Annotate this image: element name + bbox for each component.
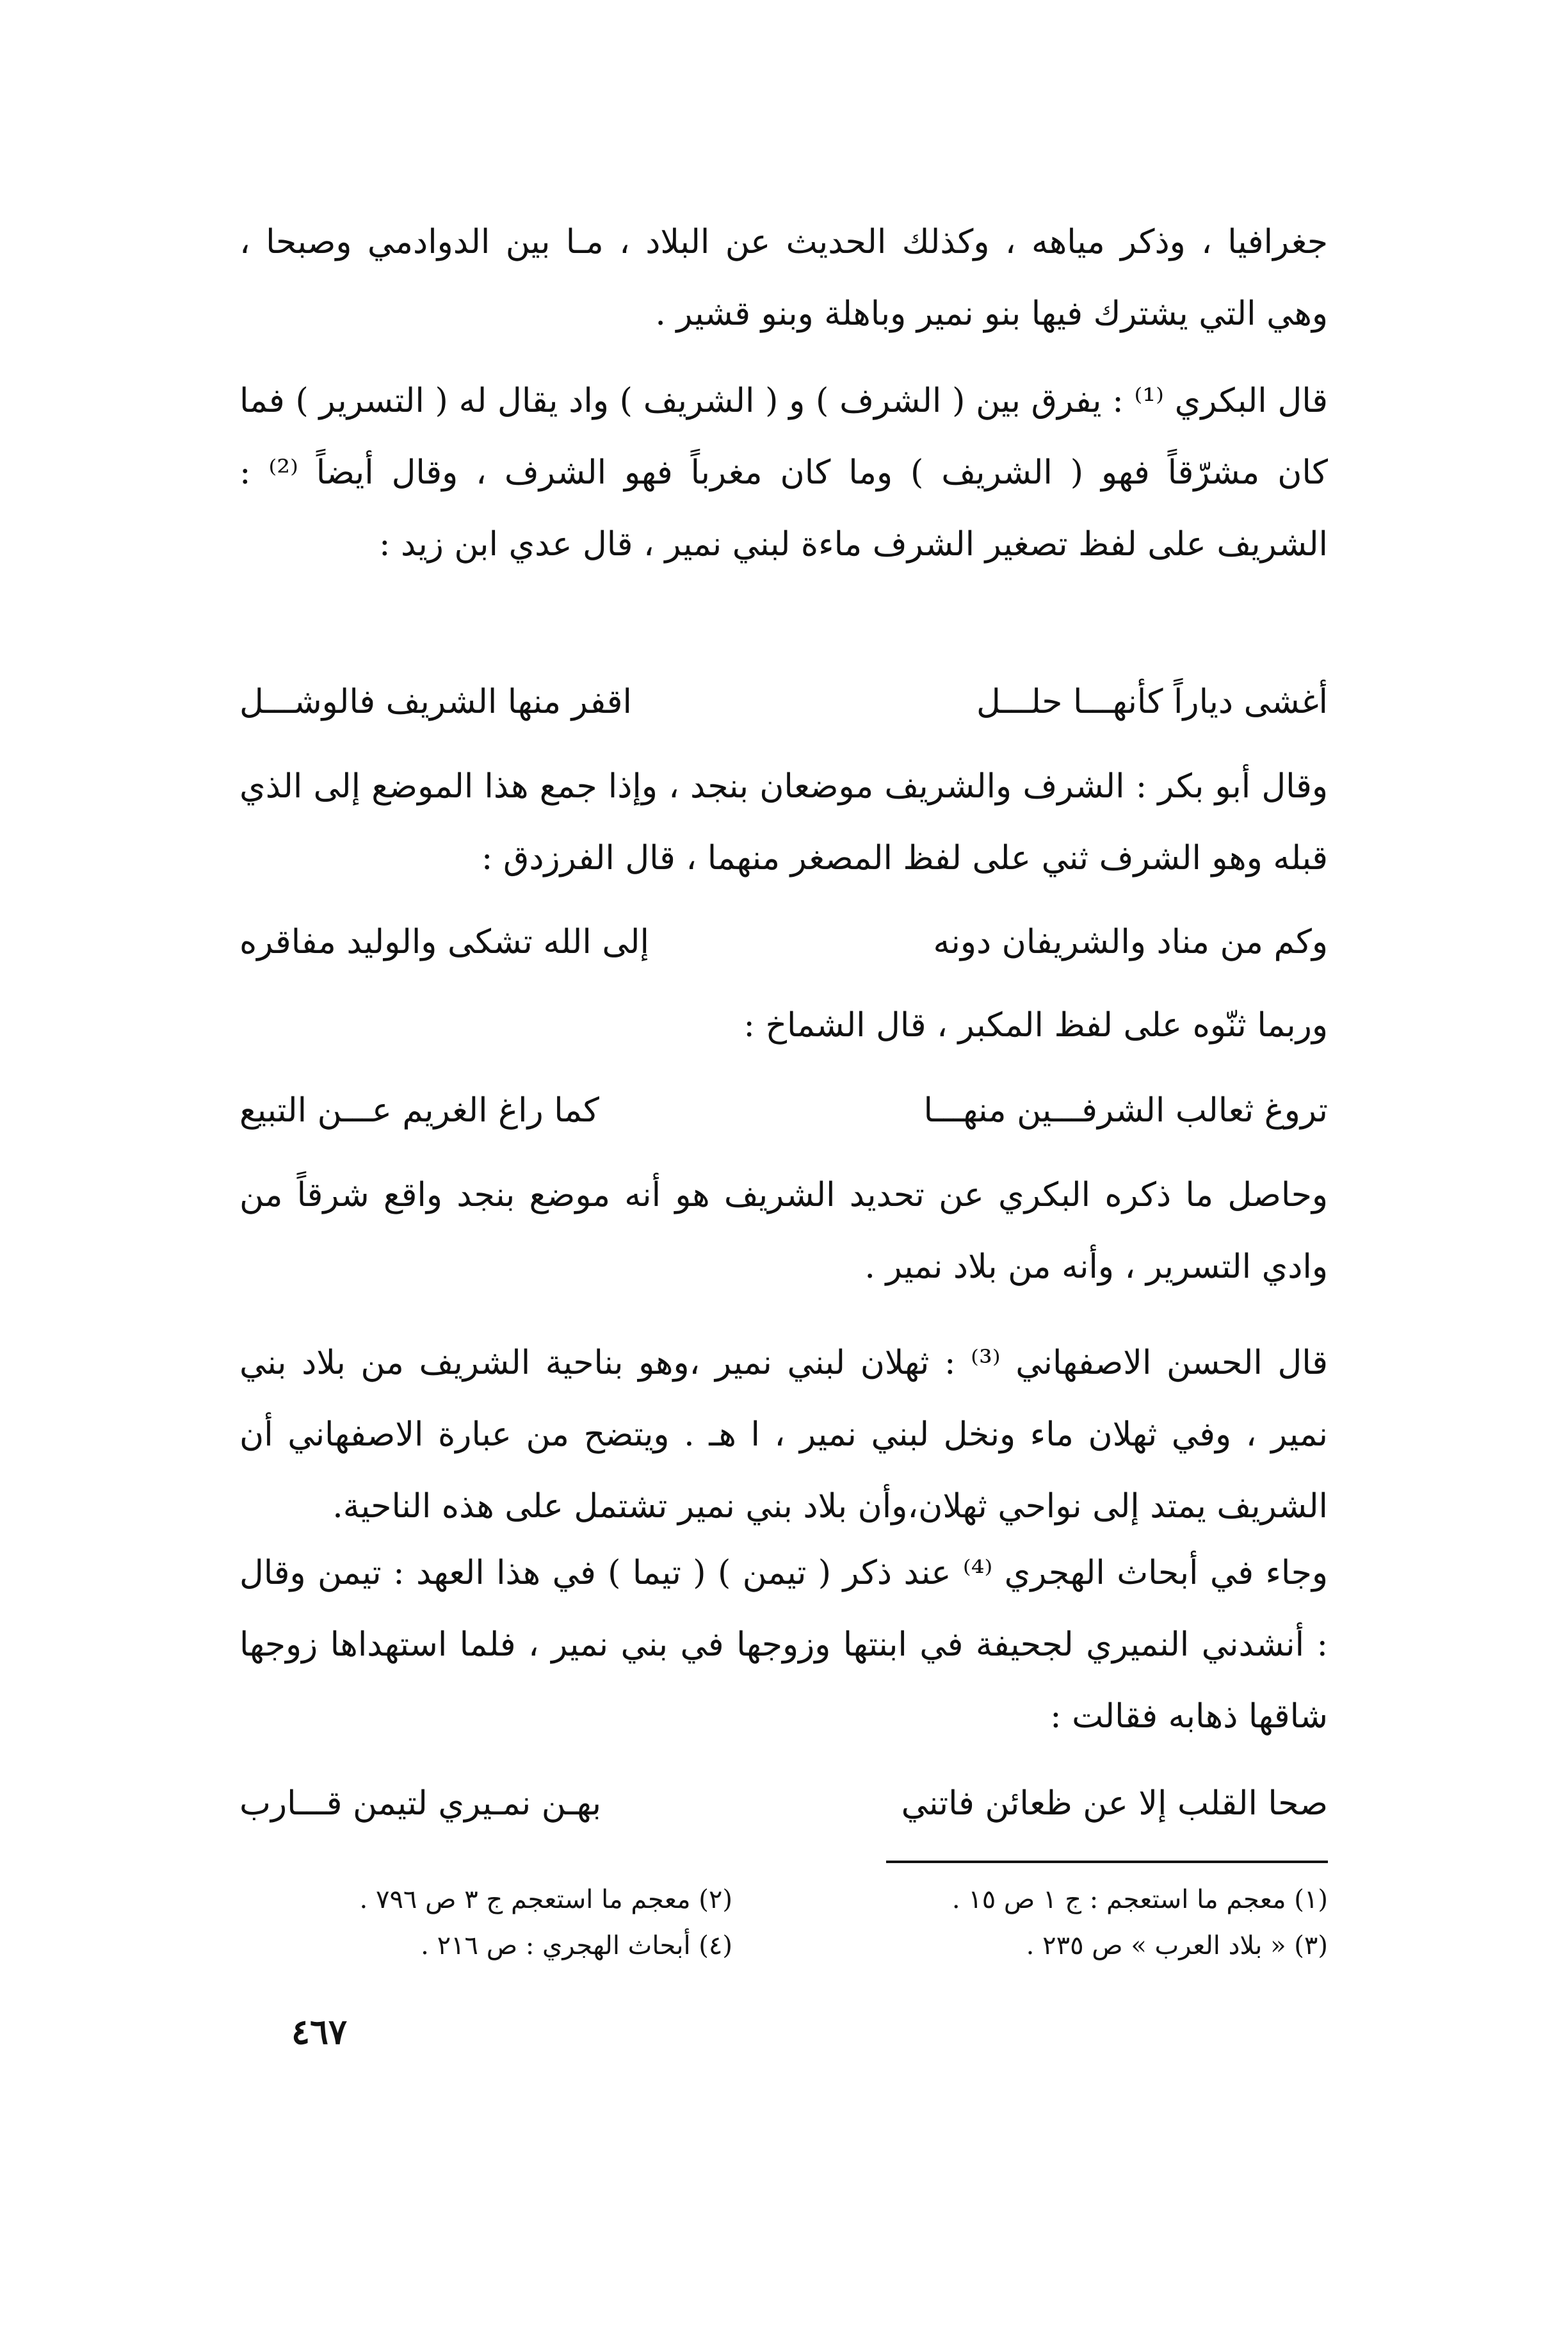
verse-1-second-hemistich: اقفر منها الشريف فالوشـــل — [239, 683, 632, 721]
page-number: ٤٦٧ — [291, 2011, 348, 2052]
paragraph-6: قال الحسن الاصفهاني ⁽³⁾ : ثهلان لبني نمير ،وهو بناحية الشريف من بلاد بني نمير ، وفي ثهلان ماء ونخل لبني نمير ، ا هـ . ويتضح من عبارة الاصفهاني أن الشريف يمتد إلى نواحي ثهلان،وأن بلاد بني نمير تشتمل على هذه الناحية. — [239, 1344, 1328, 1526]
footnote-2: (٢) معجم ما استعجم ج ٣ ص ٧٩٦ . — [359, 1885, 732, 1914]
verse-3-first-hemistich: تروغ ثعالب الشرفـــين منهـــا — [923, 1091, 1328, 1130]
footnote-1: (١) معجم ما استعجم : ج ١ ص ١٥ . — [951, 1885, 1328, 1914]
paragraph-7: وجاء في أبحاث الهجري ⁽⁴⁾ عند ذكر ( تيمن ) ( تيما ) في هذا العهد : تيمن وقال : أنشدني النميري لجحيفة في ابنتها وزوجها في بني نمير ، فلما استهداها زوجها شاقها ذهابه فقالت : — [239, 1554, 1328, 1736]
footnotes — [239, 1877, 1328, 1973]
verse-1 — [239, 666, 1328, 743]
verse-2 — [239, 906, 1328, 983]
verse-3-second-hemistich: كما راغ الغريم عـــن التبيع — [239, 1091, 599, 1130]
verse-3 — [239, 1075, 1328, 1152]
verse-4 — [239, 1768, 1328, 1845]
paragraph-5: وحاصل ما ذكره البكري عن تحديد الشريف هو أنه موضع بنجد واقع شرقاً من وادي التسرير ، وأنه من بلاد نمير . — [239, 1176, 1328, 1286]
verse-1-first-hemistich: أغشى دياراً كأنهـــا حلـــل — [976, 683, 1328, 721]
paragraph-4: وربما ثنّوه على لفظ المكبر ، قال الشماخ : — [743, 1006, 1328, 1045]
footnote-3: (٣) « بلاد العرب » ص ٢٣٥ . — [1026, 1931, 1328, 1960]
footnote-4: (٤) أبحاث الهجري : ص ٢١٦ . — [421, 1931, 732, 1960]
verse-2-first-hemistich: وكم من مناد والشريفان دونه — [933, 923, 1328, 961]
paragraph-3: وقال أبو بكر : الشرف والشريف موضعان بنجد ، وإذا جمع هذا الموضع إلى الذي قبله وهو الشرف ثني على لفظ المصغر منهما ، قال الفرزدق : — [239, 767, 1328, 877]
verse-4-first-hemistich: صحا القلب إلا عن ظعائن فاتني — [901, 1784, 1328, 1823]
paragraph-1: جغرافيا ، وذكر مياهه ، وكذلك الحديث عن البلاد ، مـا بين الدوادمي وصبحا ، وهي التي يشترك فيها بنو نمير وباهلة وبنو قشير . — [239, 223, 1328, 333]
footnote-divider — [886, 1861, 1328, 1863]
paragraph-2: قال البكري ⁽¹⁾ : يفرق بين ( الشرف ) و ( الشريف ) واد يقال له ( التسرير ) فما كان مشرّقاً فهو ( الشريف ) وما كان مغرباً فهو الشرف ، وقال أيضاً ⁽²⁾ : الشريف على لفظ تصغير الشرف ماءة لبني نمير ، قال عدي ابن زيد : — [239, 382, 1329, 564]
verse-4-second-hemistich: بهـن نمـيري لتيمن قـــارب — [239, 1784, 602, 1823]
verse-2-second-hemistich: إلى الله تشكى والوليد مفاقره — [239, 923, 649, 961]
